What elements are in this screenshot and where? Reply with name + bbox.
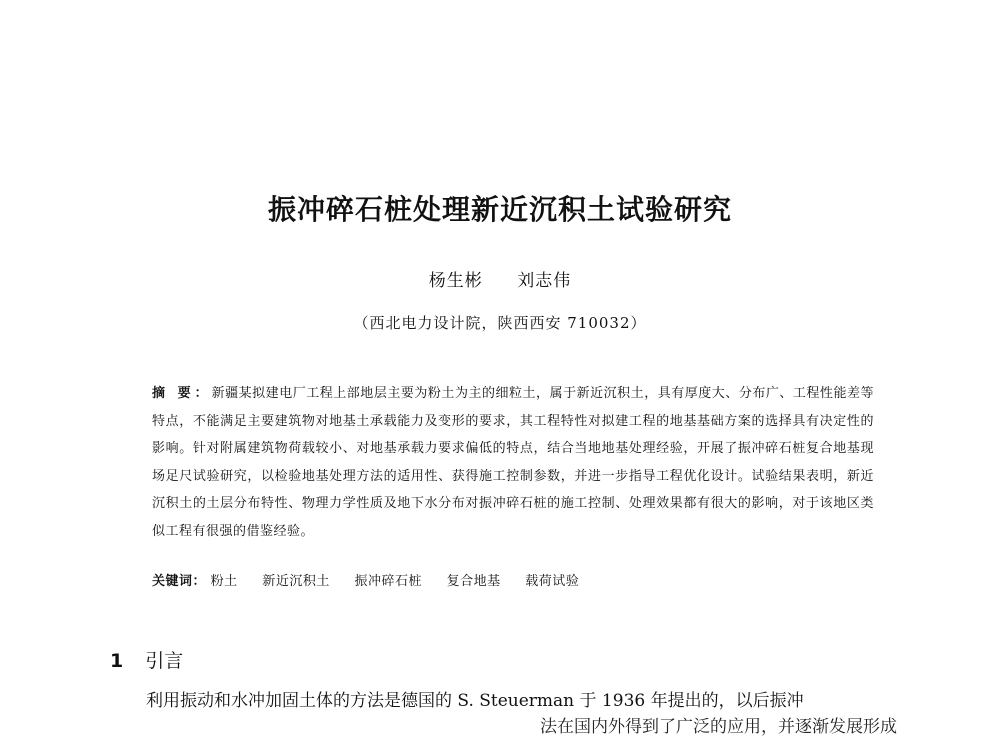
keyword: 振冲碎石桩	[354, 574, 422, 589]
keyword: 载荷试验	[525, 574, 580, 589]
keywords-label: 关键词：	[152, 574, 207, 589]
body-paragraph: 利用振动和水冲加固土体的方法是德国的 S. Steuerman 于 1936 年提出的，以后振冲	[146, 691, 804, 711]
keyword: 粉土	[210, 574, 238, 589]
keyword: 复合地基	[446, 574, 501, 589]
abstract-text: 新疆某拟建电厂工程上部地层主要为粉土为主的细粒土，属于新近沉积土，具有厚度大、分布广、工程性能差等特点，不能满足主要建筑物对地基土承载能力及变形的要求，其工程特性对拟建工程的地基基础方案的选择具有决定性的影响。针对附属建筑物荷载较小、对地基承载力要求偏低的特点，结合当地地基处理经验，开展了振冲碎石桩复合地基现场足尺试验研究，以检验地基处理方法的适用性、获得施工控制参数，并进一步指导工程优化设计。试验结果表明，新近沉积土的土层分布特性、物理力学性质及地下水分布对振冲碎石桩的施工控制、处理效果都有很大的影响，对于该地区类似工程有很强的借鉴经验。	[152, 386, 874, 539]
author-name: 杨生彬	[428, 271, 483, 291]
section-number: 1	[110, 650, 124, 672]
author-list	[0, 266, 1000, 291]
keywords	[152, 570, 874, 589]
section-title: 引言	[145, 650, 184, 672]
abstract	[152, 380, 874, 545]
author-name: 刘志伟	[517, 271, 572, 291]
abstract-label: 摘 要：	[152, 386, 212, 401]
paper-title: 振冲碎石桩处理新近沉积土试验研究	[267, 193, 732, 226]
keyword: 新近沉积土	[262, 574, 330, 589]
author-affiliation: （西北电力设计院，陕西西安 710032）	[353, 314, 647, 332]
body-paragraph-cut-line: 法在国内外得到了广泛的应用，并逐渐发展形成	[540, 717, 897, 737]
section-heading	[110, 646, 183, 673]
